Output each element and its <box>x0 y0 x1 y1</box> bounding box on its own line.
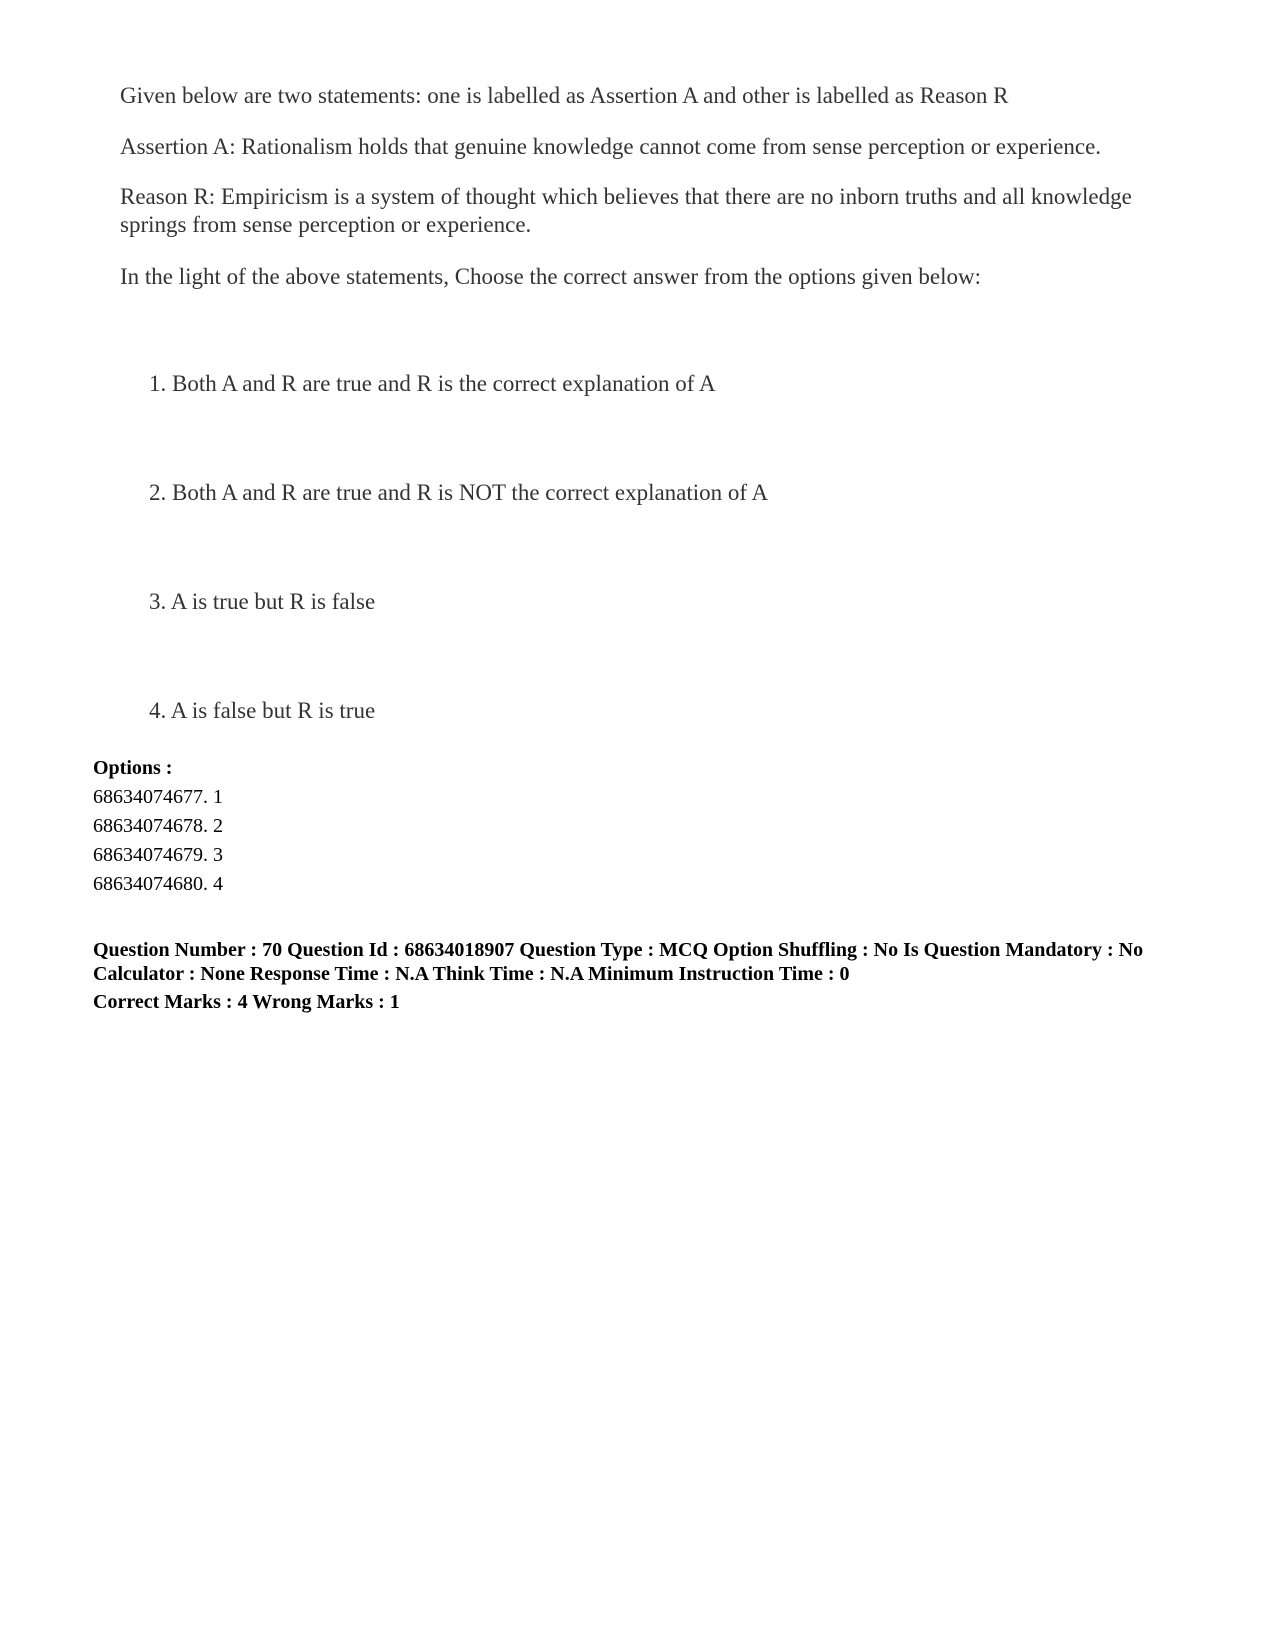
question-intro: Given below are two statements: one is labelled as Assertion A and other is labelled as Reason R <box>120 83 1009 108</box>
options-title: Options : <box>93 757 173 779</box>
question-metadata <box>93 938 1203 1014</box>
marks-info: Correct Marks : 4 Wrong Marks : 1 <box>93 991 400 1013</box>
question-instruction: In the light of the above statements, Choose the correct answer from the options given below: <box>120 264 981 289</box>
option-item: 68634074677. 1 <box>93 786 223 808</box>
answer-choice: 4. A is false but R is true <box>149 698 376 723</box>
option-item: 68634074680. 4 <box>93 873 223 895</box>
answer-choice: 3. A is true but R is false <box>149 589 376 614</box>
answer-choice: 1. Both A and R are true and R is the correct explanation of A <box>149 371 716 396</box>
option-item: 68634074679. 3 <box>93 844 223 866</box>
answer-choice: 2. Both A and R are true and R is NOT the correct explanation of A <box>149 480 769 505</box>
options-list <box>93 754 223 899</box>
assertion-statement: Assertion A: Rationalism holds that genuine knowledge cannot come from sense perception or experience. <box>120 134 1102 159</box>
question-details: Question Number : 70 Question Id : 68634018907 Question Type : MCQ Option Shuffling : No Is Question Mandatory : No Calculator : None Response Time : N.A Think Time : N.A Minimum Instruction Time : 0 <box>93 939 1144 985</box>
option-item: 68634074678. 2 <box>93 815 223 837</box>
reason-statement: Reason R: Empiricism is a system of thought which believes that there are no inborn truths and all knowledge springs from sense perception or experience. <box>120 184 1132 237</box>
